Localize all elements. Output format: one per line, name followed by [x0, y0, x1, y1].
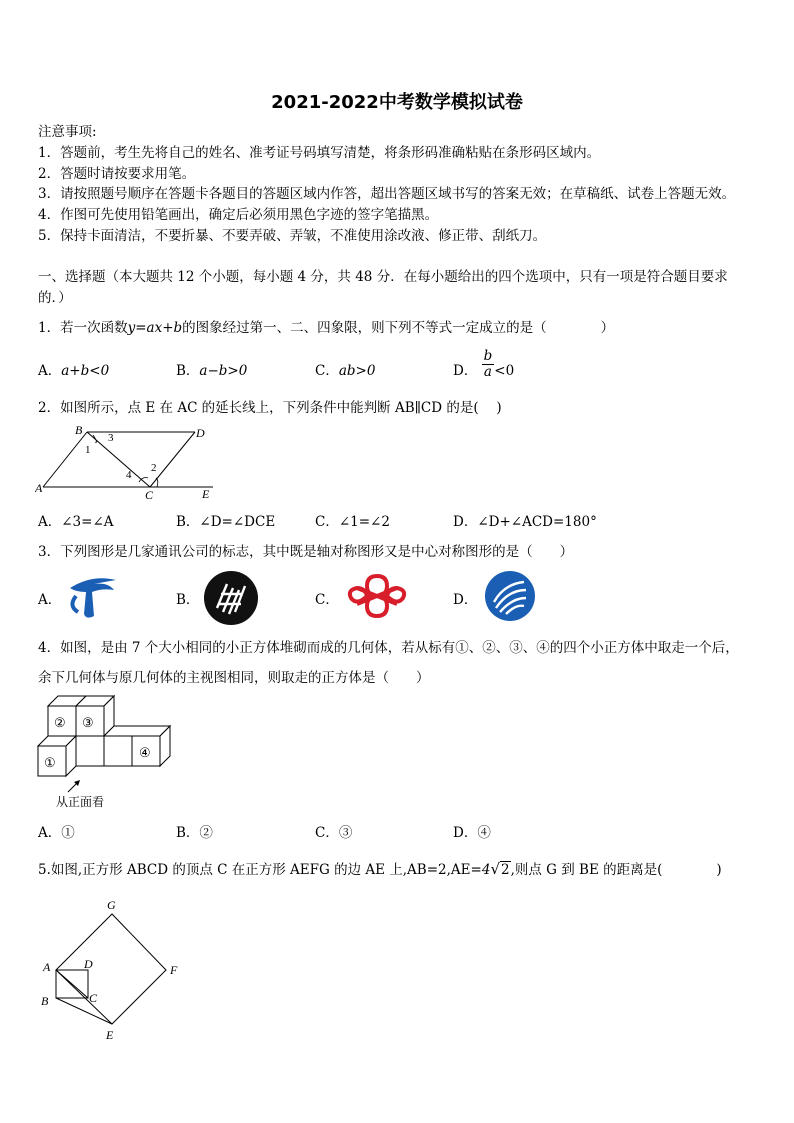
label-f: F: [170, 963, 178, 977]
q5-figure: [36, 896, 186, 1046]
label-g: G: [107, 898, 116, 912]
fraction: [482, 349, 495, 380]
fraction-denominator: a: [483, 364, 492, 380]
option-text: ∠1=∠2: [338, 514, 390, 530]
q3-option-b[interactable]: B．: [176, 592, 200, 608]
logo-knot: [350, 576, 404, 616]
logo-circle: [204, 571, 258, 625]
option-text: ②: [199, 825, 213, 841]
option-label: B．: [176, 514, 200, 530]
q2-figure: [35, 420, 225, 500]
china-mobile-logo-icon: [484, 570, 536, 622]
question-3: 3．下列图形是几家通讯公司的标志，其中既是轴对称图形又是中心对称图形的是（ ）: [38, 544, 574, 560]
angle-label-1: 1: [85, 444, 91, 456]
option-label: C．: [315, 363, 339, 379]
sqrt-sign: √: [490, 860, 500, 878]
fraction-numerator: b: [483, 348, 493, 364]
china-unicom-logo-icon: [343, 570, 411, 622]
cube-label-4: ④: [139, 745, 151, 760]
line-ab: [43, 432, 87, 487]
logo-circle: [485, 571, 535, 621]
label-b: B: [75, 423, 83, 437]
china-telecom-logo-icon: [64, 570, 120, 622]
option-label: C．: [315, 514, 339, 530]
view-caption: 从正面看: [56, 795, 105, 809]
q1-option-c[interactable]: [315, 359, 375, 379]
option-expr: a−b>0: [199, 363, 248, 379]
q1-option-b[interactable]: [176, 359, 247, 379]
q4-option-d[interactable]: [453, 821, 491, 841]
label-e: E: [106, 1028, 114, 1042]
question-5: [38, 858, 722, 878]
option-label: A．: [38, 825, 62, 841]
option-label: C．: [315, 825, 339, 841]
option-label: D．: [453, 363, 478, 379]
option-text: ∠D=∠DCE: [199, 514, 276, 530]
option-text: ∠D+∠ACD=180°: [477, 514, 597, 530]
notice-item: 4．作图可先使用铅笔画出，确定后必须用黑色字迹的签字笔描黑。: [38, 207, 439, 223]
label-d: D: [196, 426, 205, 440]
cube-label-1: ①: [44, 755, 56, 770]
option-text: ③: [338, 825, 353, 841]
q5-coefficient: 4: [481, 862, 491, 878]
label-c: C: [89, 991, 98, 1005]
notice-item: 1．答题前，考生先将自己的姓名、准考证号码填写清楚，将条形码准确粘贴在条形码区域内。: [38, 145, 601, 161]
q1-option-d[interactable]: [453, 348, 515, 380]
label-c: C: [145, 488, 154, 500]
q1-prefix: 1．若一次函数: [38, 320, 128, 336]
question-4-line2: 余下几何体与原几何体的主视图相同，则取走的正方体是（ ）: [38, 670, 430, 686]
option-label: B．: [176, 825, 200, 841]
angle-label-2: 2: [151, 462, 157, 474]
angle-label-3: 3: [108, 432, 114, 444]
option-text: ∠3=∠A: [61, 514, 114, 530]
option-label: D．: [453, 514, 478, 530]
option-expr: <0: [494, 363, 515, 379]
label-d: D: [84, 957, 93, 971]
label-a: A: [43, 960, 51, 974]
option-text: ④: [477, 825, 491, 841]
notice-heading: 注意事项:: [38, 124, 97, 140]
option-expr: a+b<0: [61, 363, 110, 379]
q1-formula: y=ax+b: [127, 320, 183, 336]
notice-item: 2．答题时请按要求用笔。: [38, 166, 196, 182]
line-ac: [56, 970, 88, 998]
notice-item: 5．保持卡面清洁，不要折暴、不要弄破、弄皱，不准使用涂改液、修正带、刮纸刀。: [38, 228, 547, 244]
cube-front-face: [76, 736, 104, 766]
option-label: B．: [176, 363, 200, 379]
line-be: [56, 998, 112, 1024]
q1-suffix: 的图象经过第一、二、四象限，则下列不等式一定成立的是（ ）: [182, 320, 615, 336]
page-title: 2021-2022中考数学模拟试卷: [271, 92, 523, 113]
q2-option-b[interactable]: [176, 510, 275, 530]
label-a: A: [35, 481, 43, 495]
q5-prefix: 5.如图,正方形 ABCD 的顶点 C 在正方形 AEFG 的边 AE 上,AB=2,AE=: [38, 862, 482, 878]
square-aefg: [56, 914, 166, 1024]
q3-option-c[interactable]: C．: [315, 592, 339, 608]
q1-option-a[interactable]: [38, 359, 109, 379]
cube-top-face: [104, 726, 170, 736]
q2-option-d[interactable]: [453, 510, 597, 530]
q3-option-a[interactable]: A．: [38, 592, 62, 608]
question-2: 2．如图所示，点 E 在 AC 的延长线上，下列条件中能判断 AB∥CD 的是( ): [38, 400, 502, 416]
cube-front-face: [104, 736, 132, 766]
question-1: [38, 316, 614, 336]
option-label: D．: [453, 825, 478, 841]
label-b: B: [41, 994, 49, 1008]
option-label: A．: [38, 514, 62, 530]
label-e: E: [202, 487, 210, 500]
logo-swoosh: [72, 596, 78, 612]
section-heading-cont: 的．）: [38, 290, 72, 306]
notice-item: 3．请按照题号顺序在答题卡各题目的答题区域内作答，超出答题区域书写的答案无效；在草稿纸、试卷上答题无效。: [38, 186, 736, 202]
option-expr: ab>0: [338, 363, 376, 379]
angle-label-4: 4: [126, 469, 132, 481]
question-4-line1: 4．如图，是由 7 个大小相同的小正方体堆砌而成的几何体，若从标有①、②、③、④的四个小正方体中取走一个后，: [38, 640, 739, 656]
q4-option-c[interactable]: [315, 821, 352, 841]
q2-option-a[interactable]: [38, 510, 114, 530]
q4-option-a[interactable]: [38, 821, 75, 841]
q5-suffix: ,则点 G 到 BE 的距离是( ): [510, 862, 722, 878]
q3-option-d[interactable]: D．: [453, 592, 478, 608]
q5-radicand: 2: [501, 862, 510, 878]
section-heading: 一、选择题（本大题共 12 个小题，每小题 4 分，共 48 分．在每小题给出的四个选项中，只有一项是符合题目要求: [38, 269, 728, 285]
cube-label-2: ②: [54, 715, 66, 730]
q4-cube-figure: [36, 694, 176, 810]
cube-label-3: ③: [82, 715, 94, 730]
netcom-logo-icon: [203, 570, 259, 626]
q4-option-b[interactable]: [176, 821, 213, 841]
option-label: A．: [38, 363, 62, 379]
q2-option-c[interactable]: [315, 510, 390, 530]
option-text: ①: [61, 825, 75, 841]
